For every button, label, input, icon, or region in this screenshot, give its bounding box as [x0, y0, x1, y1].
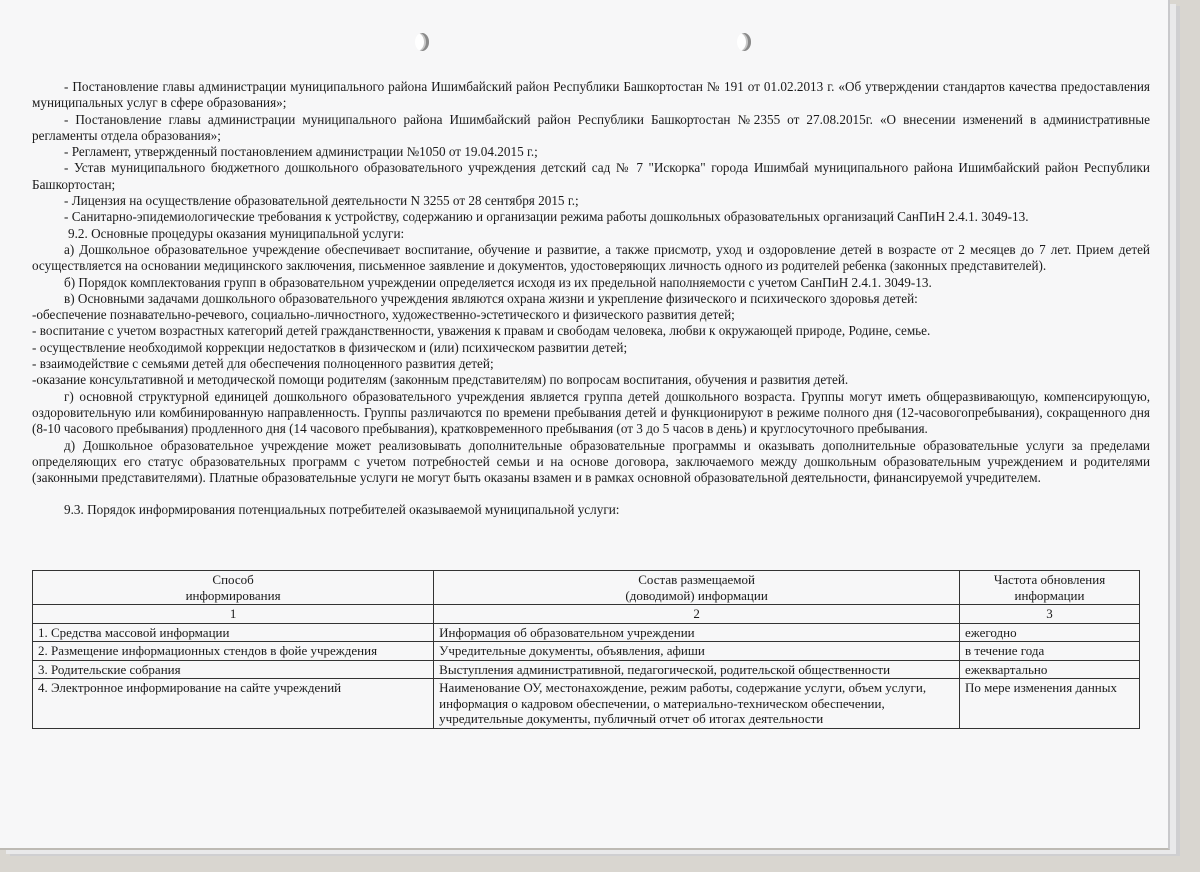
paragraph-decree-2355: - Постановление главы администрации муниципального района Ишимбайский район Республики Башкортостан №2355 от 27.08.2015г. «О внесении изменений в административные регламенты отдела образования»;	[32, 111, 1150, 143]
cell-frequency: По мере изменения данных	[960, 679, 1140, 729]
column-number: 3	[960, 605, 1140, 624]
paragraph-item-b: б) Порядок комплектования групп в образовательном учреждении определяется исходя из их предельной наполняемости с учетом СанПиН 2.4.1. 3049-13.	[64, 274, 932, 290]
table-row	[33, 679, 1140, 729]
column-number: 2	[434, 605, 960, 624]
header-method: Способ информирования	[33, 571, 434, 605]
document-body	[32, 79, 1150, 519]
cell-method: 2. Размещение информационных стендов в фойе учреждения	[33, 642, 434, 661]
cell-frequency: ежеквартально	[960, 660, 1140, 679]
task-item: - взаимодействие с семьями детей для обеспечения полноценного развития детей;	[32, 356, 494, 372]
task-item: -оказание консультативной и методической помощи родителям (законным представителям) по вопросам воспитания, обучения и развития детей.	[32, 372, 849, 388]
section-heading-9-3: 9.3. Порядок информирования потенциальных потребителей оказываемой муниципальной услуги:	[64, 502, 620, 518]
table-row	[33, 623, 1140, 642]
paragraph-decree-191: - Постановление главы администрации муниципального района Ишимбайский район Республики Башкортостан № 191 от 01.02.2013 г. «Об утверждении стандартов качества предоставления муниципальных услуг в сфере образования»;	[32, 79, 1150, 111]
cell-content: Выступления административной, педагогической, родительской общественности	[434, 660, 960, 679]
paragraph-sanpin: - Санитарно-эпидемиологические требования к устройству, содержанию и организации режима работы дошкольных образовательных организаций СанПиН 2.4.1. 3049-13.	[64, 209, 1029, 225]
header-frequency: Частота обновления информации	[960, 571, 1140, 605]
task-item: -обеспечение познавательно-речевого, социально-личностного, художественно-эстетического и физического развития детей;	[32, 307, 735, 323]
table-row	[33, 660, 1140, 679]
paragraph-item-d: д) Дошкольное образовательное учреждение может реализовывать дополнительные образовательные программы и оказывать дополнительные образовательные услуги за пределами определяющих его статус образовательных программ с учетом потребностей семьи и на основе договора, заключаемого между дошкольным образовательным учреждением и родителями (законными представителями). Платные образовательные услуги не могут быть оказаны взамен и в рамках основной образовательной деятельности, финансируемой учредителем.	[32, 437, 1150, 486]
task-item: - осуществление необходимой коррекции недостатков в физическом и (или) психическом развитии детей;	[32, 339, 628, 355]
cell-method: 1. Средства массовой информации	[33, 623, 434, 642]
paragraph-item-g: г) основной структурной единицей дошкольного образовательного учреждения является группа детей дошкольного возраста. Группы могут иметь общеразвивающую, компенсирующую, оздоровительную или комбинированную направленность. Группы различаются по времени пребывания детей и функционируют в режиме полного дня (12-часовогопребывания), сокращенного дня (8-10 часового пребывания) продленного дня (14 часового пребывания), кратковременного пребывания (от 3 до 5 часов в день) и круглосуточного пребывания.	[32, 388, 1150, 437]
paragraph-reglament: - Регламент, утвержденный постановлением администрации №1050 от 19.04.2015 г.;	[64, 144, 538, 160]
column-number-row	[33, 605, 1140, 624]
column-number: 1	[33, 605, 434, 624]
paragraph-item-v: в) Основными задачами дошкольного образовательного учреждения являются охрана жизни и укрепление физического и психического здоровья детей:	[64, 290, 918, 306]
cell-content: Информация об образовательном учреждении	[434, 623, 960, 642]
cell-method: 4. Электронное информирование на сайте учреждений	[33, 679, 434, 729]
paragraph-license: - Лицензия на осуществление образовательной деятельности N 3255 от 28 сентября 2015 г.;	[64, 193, 579, 209]
table-header-row	[33, 571, 1140, 605]
cell-frequency: в течение года	[960, 642, 1140, 661]
paragraph-charter: - Устав муниципального бюджетного дошкольного образовательного учреждения детский сад № 7 "Искорка" города Ишимбай муниципального района Ишимбайский район Республики Башкортостан;	[32, 160, 1150, 192]
table-row	[33, 642, 1140, 661]
header-content: Состав размещаемой (доводимой) информации	[434, 571, 960, 605]
punch-hole-right	[737, 33, 751, 51]
cell-frequency: ежегодно	[960, 623, 1140, 642]
punch-hole-left	[415, 33, 429, 51]
cell-method: 3. Родительские собрания	[33, 660, 434, 679]
cell-content: Наименование ОУ, местонахождение, режим работы, содержание услуги, объем услуги, информация о кадровом обеспечении, о материально-техническом обеспечении, учредительные документы, публичный отчет об итогах деятельности	[434, 679, 960, 729]
section-heading-9-2: 9.2. Основные процедуры оказания муниципальной услуги:	[68, 225, 405, 241]
informing-table	[32, 570, 1140, 729]
paragraph-item-a: а) Дошкольное образовательное учреждение обеспечивает воспитание, обучение и развитие, а также присмотр, уход и оздоровление детей в возрасте от 2 месяцев до 7 лет. Прием детей осуществляется на основании медицинского заключения, письменное заявление и документов, удостоверяющих личность одного из родителей ребенка (законных представителей).	[32, 241, 1150, 274]
cell-content: Учредительные документы, объявления, афиши	[434, 642, 960, 661]
task-item: - воспитание с учетом возрастных категорий детей гражданственности, уважения к правам и свободам человека, любви к окружающей природе, Родине, семье.	[32, 323, 931, 339]
